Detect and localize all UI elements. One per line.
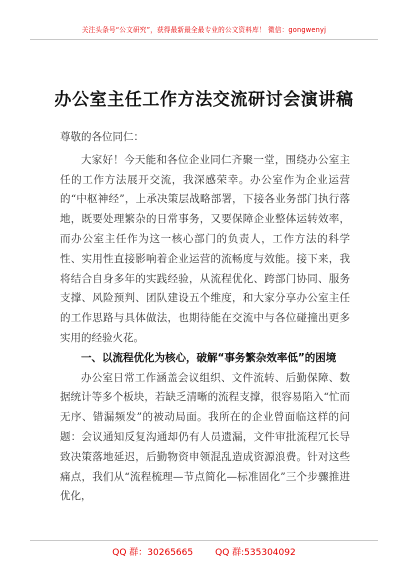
header-divider [30,39,378,40]
footer-qq-group-2: QQ 群:535304092 [215,548,296,558]
page-footer [0,545,408,558]
salutation: 尊敬的各位同仁： [60,131,144,143]
intro-paragraph: 大家好！今天能和各位企业同仁齐聚一堂，围绕办公室主任的工作方法展开交流，我深感荣幸。办公室作为企业运营的“中枢神经”，上承决策层战略部署，下接各业务部门执行落地，既要处理繁杂的日常事务，又要保障企业整体运转效率，而办公室主任作为这一核心部门的负责人，工作方法的科学性、实用性直接影响着企业运营的流畅度与效能。接下来，我将结合自身多年的实践经验，从流程优化、跨部门协同、服务支撑、风险预判、团队建设五个维度，和大家分享办公室主任的工作思路与具体做法，也期待能在交流中与各位碰撞出更多实用的经验火花。 [60,153,350,344]
footer-divider [30,540,378,541]
section-1-paragraph: 办公室日常工作涵盖会议组织、文件流转、后勤保障、数据统计等多个板块，若缺乏清晰的流程支撑，很容易陷入“忙而无序、错漏频发”的被动局面。我所在的企业曾面临这样的问题：会议通知反复沟通却仍有人员遗漏，文件审批流程冗长导致决策落地延迟，后勤物资申领混乱造成资源浪费。针对这些痛点，我们从“流程梳理—节点简化—标准固化”三个步骤推进优化， [60,371,350,503]
document-body [60,128,350,507]
section-heading-1: 一、以流程优化为核心，破解“事务繁杂效率低”的困境 [81,351,337,364]
page-header-banner: 关注头条号“公文研究”，获得最新最全最专业的公文资料库！ 微信：gongwenyj [81,26,327,34]
footer-qq-group-1: QQ 群：30265665 [112,548,194,558]
document-title: 办公室主任工作方法交流研讨会演讲稿 [54,90,354,110]
